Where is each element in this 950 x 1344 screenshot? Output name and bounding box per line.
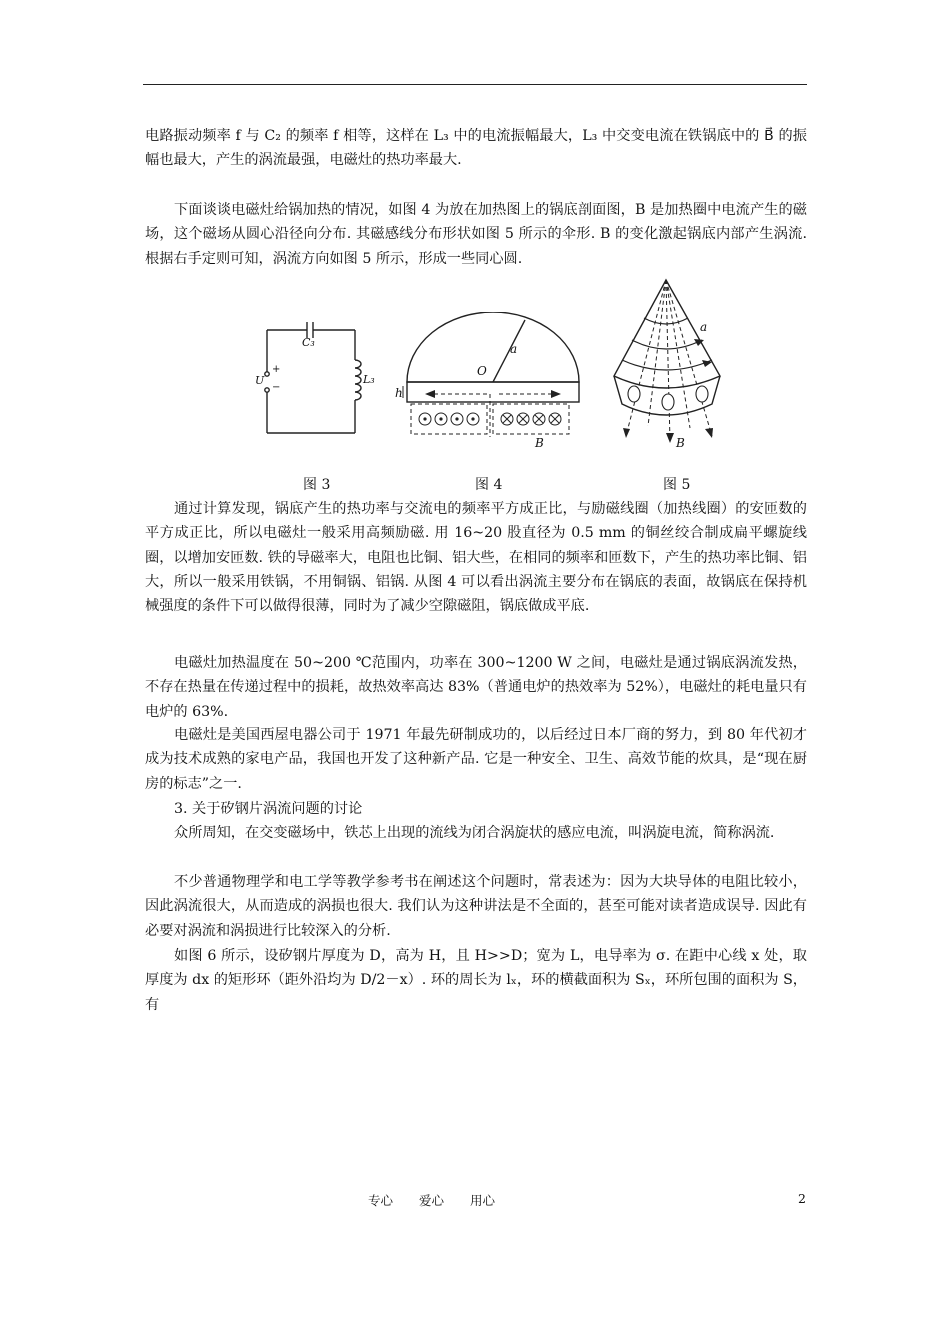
- paragraph-4: 电磁灶加热温度在 50~200 ℃范围内，功率在 300~1200 W 之间，电磁灶是通过锅底涡流发热，不存在热量在传递过程中的损耗，故热效率高达 83%（普通电炉的热效率为 52%），电磁灶的耗电量只有电炉的 63%.: [145, 655, 807, 720]
- figure-3-caption: 图 3: [303, 477, 331, 493]
- field-label: B: [676, 436, 685, 450]
- motto-word-1: 专心: [368, 1193, 394, 1208]
- figure-4: [395, 312, 590, 450]
- center-label: O: [477, 364, 487, 378]
- inductor-label: L₃: [363, 373, 375, 386]
- page-number: 2: [798, 1191, 806, 1206]
- figure-5-caption: 图 5: [663, 477, 691, 493]
- radius-label: a: [700, 320, 708, 334]
- paragraph-6: 众所周知，在交变磁场中，铁芯上出现的流线为闭合涡旋状的感应电流，叫涡旋电流，简称涡流.: [174, 825, 775, 841]
- motto-word-2: 爱心: [419, 1193, 445, 1208]
- paragraph-3: 通过计算发现，锅底产生的热功率与交流电的频率平方成正比，与励磁线圈（加热线圈）的安匝数的平方成正比，所以电磁灶一般采用高频励磁. 用 16~20 股直径为 0.5 mm 的铜丝绞合制成扁平螺旋线圈，以增加安匝数. 铁的导磁率大，电阻也比铜、铝大些，在相同的频率和匝数下，产生的热功率比铜、铝大，所以一般采用铁锅，不用铜锅、铝锅. 从图 4 可以看出涡流主要分布在锅底的表面，故锅底在保持机械强度的条件下可以做得很薄，同时为了减少空隙磁阻，锅底做成平底.: [145, 501, 807, 615]
- radius-label: a: [510, 342, 518, 356]
- motto-word-3: 用心: [470, 1193, 496, 1208]
- figure-3: [255, 318, 380, 443]
- paragraph-7: 不少普通物理学和电工学等教学参考书在阐述这个问题时，常表述为：因为大块导体的电阻比较小，因此涡流很大，从而造成的涡损也很大. 我们认为这种讲法是不全面的，甚至可能对读者造成误导. 因此有必要对涡流和涡损进行比较深入的分析.: [145, 874, 807, 939]
- section-heading: 3. 关于矽钢片涡流问题的讨论: [174, 801, 363, 817]
- plus-label: +: [272, 364, 281, 375]
- paragraph-8: 如图 6 所示，设矽钢片厚度为 D，高为 H，且 H>>D；宽为 L，电导率为 σ. 在距中心线 x 处，取厚度为 dx 的矩形环（距外沿均为 D/2－x）. 环的周长为 lₓ，环的横截面积为 Sₓ，环所包围的面积为 S，有: [145, 948, 807, 1013]
- capacitor-label: C₃: [302, 336, 315, 349]
- field-label: B: [535, 436, 544, 450]
- paragraph-1: 电路振动频率 f 与 C₂ 的频率 f 相等，这样在 L₃ 中的电流振幅最大，L₃ 中交变电流在铁锅底中的 B⃗ 的振幅也最大，产生的涡流最强，电磁灶的热功率最大.: [145, 128, 807, 169]
- minus-label: −: [272, 382, 281, 393]
- figure-4-caption: 图 4: [475, 477, 503, 493]
- figure-5: [608, 276, 733, 456]
- header-rule: [143, 84, 807, 85]
- source-label: U: [255, 374, 265, 387]
- height-label: h: [395, 386, 403, 400]
- paragraph-2: 下面谈谈电磁灶给锅加热的情况，如图 4 为放在加热图上的锅底剖面图，B 是加热圈中电流产生的磁场，这个磁场从圆心沿径向分布. 其磁感线分布形状如图 5 所示的伞形. B 的变化激起锅底内部产生涡流. 根据右手定则可知，涡流方向如图 5 所示，形成一些同心圆.: [145, 202, 807, 267]
- paragraph-5: 电磁灶是美国西屋电器公司于 1971 年最先研制成功的，以后经过日本厂商的努力，到 80 年代初才成为技术成熟的家电产品，我国也开发了这种新产品. 它是一种安全、卫生、高效节能的炊具，是“现在厨房的标志”之一.: [145, 727, 807, 792]
- footer-motto: [368, 1191, 517, 1209]
